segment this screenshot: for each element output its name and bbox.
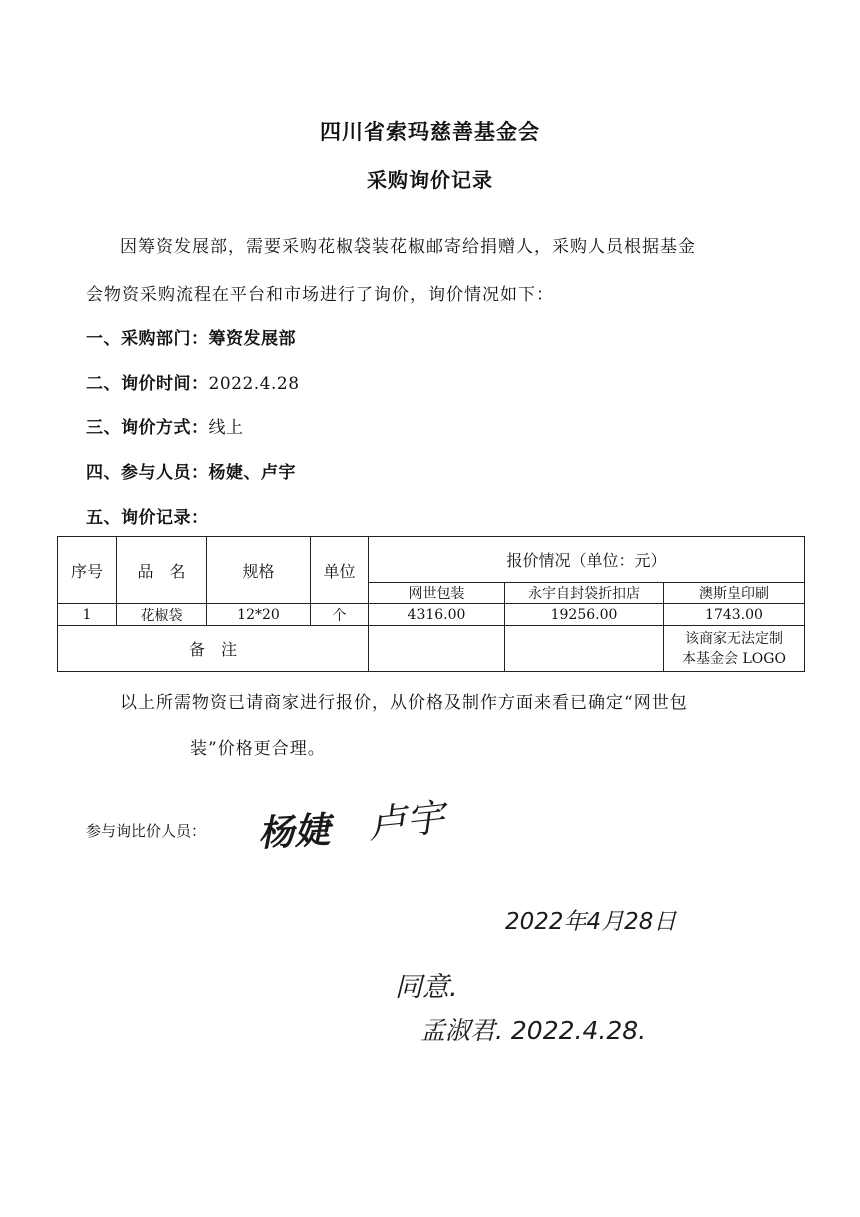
signer-label: 参与询比价人员：	[86, 822, 207, 840]
approver-signature: 孟淑君. 2022.4.28.	[420, 1016, 647, 1045]
item-record	[86, 503, 209, 528]
item-label: 二、询价时间：	[86, 374, 209, 394]
header-quote: 报价情况（单位：元）	[369, 537, 805, 583]
signature-lu: 卢宇	[366, 795, 447, 847]
cell-price-1: 4316.00	[369, 604, 505, 626]
header-name: 品 名	[117, 537, 207, 604]
item-method	[86, 413, 244, 438]
header-unit: 单位	[311, 537, 369, 604]
conclusion-line2: 装”价格更合理。	[190, 739, 326, 759]
cell-seq: 1	[58, 604, 117, 626]
header-seq: 序号	[58, 537, 117, 604]
item-label: 三、询价方式：	[86, 418, 209, 438]
document-title: 采购询价记录	[367, 168, 493, 192]
vendor-3: 澳斯皇印刷	[664, 583, 805, 604]
remark-note-line1: 该商家无法定制	[685, 630, 783, 647]
remark-note	[664, 626, 805, 672]
item-value: 2022.4.28	[208, 374, 300, 394]
vendor-1: 网世包装	[369, 583, 505, 604]
remark-cell-2	[505, 626, 664, 672]
item-label: 五、询价记录：	[86, 508, 209, 528]
item-date	[86, 369, 300, 394]
quote-table	[57, 536, 805, 672]
cell-price-3: 1743.00	[664, 604, 805, 626]
item-value: 杨婕、卢宇	[208, 463, 296, 483]
remark-label: 备 注	[58, 626, 369, 672]
item-department	[86, 324, 296, 349]
cell-price-2: 19256.00	[505, 604, 664, 626]
header-spec: 规格	[207, 537, 311, 604]
org-title: 四川省索玛慈善基金会	[320, 120, 540, 144]
remark-cell-1	[369, 626, 505, 672]
handwritten-date: 2022年4月28日	[505, 909, 677, 935]
remark-note-line2: 本基金会 LOGO	[682, 650, 786, 667]
item-value: 线上	[208, 418, 244, 438]
cell-unit: 个	[311, 604, 369, 626]
intro-paragraph-line1: 因筹资发展部，需要采购花椒袋装花椒邮寄给捐赠人，采购人员根据基金	[120, 237, 696, 257]
item-label: 四、参与人员：	[86, 463, 209, 483]
cell-name: 花椒袋	[117, 604, 207, 626]
item-participants	[86, 458, 296, 483]
conclusion-line1: 以上所需物资已请商家进行报价，从价格及制作方面来看已确定“网世包	[120, 693, 688, 713]
approval-text: 同意.	[395, 972, 458, 1003]
table-row	[58, 604, 805, 626]
item-label: 一、采购部门：	[86, 329, 209, 349]
cell-spec: 12*20	[207, 604, 311, 626]
signature-yang: 杨婕	[257, 810, 332, 855]
intro-paragraph-line2: 会物资采购流程在平台和市场进行了询价，询价情况如下：	[86, 285, 554, 305]
item-value: 筹资发展部	[208, 329, 296, 349]
vendor-2: 永宇自封袋折扣店	[505, 583, 664, 604]
remark-row	[58, 626, 805, 672]
